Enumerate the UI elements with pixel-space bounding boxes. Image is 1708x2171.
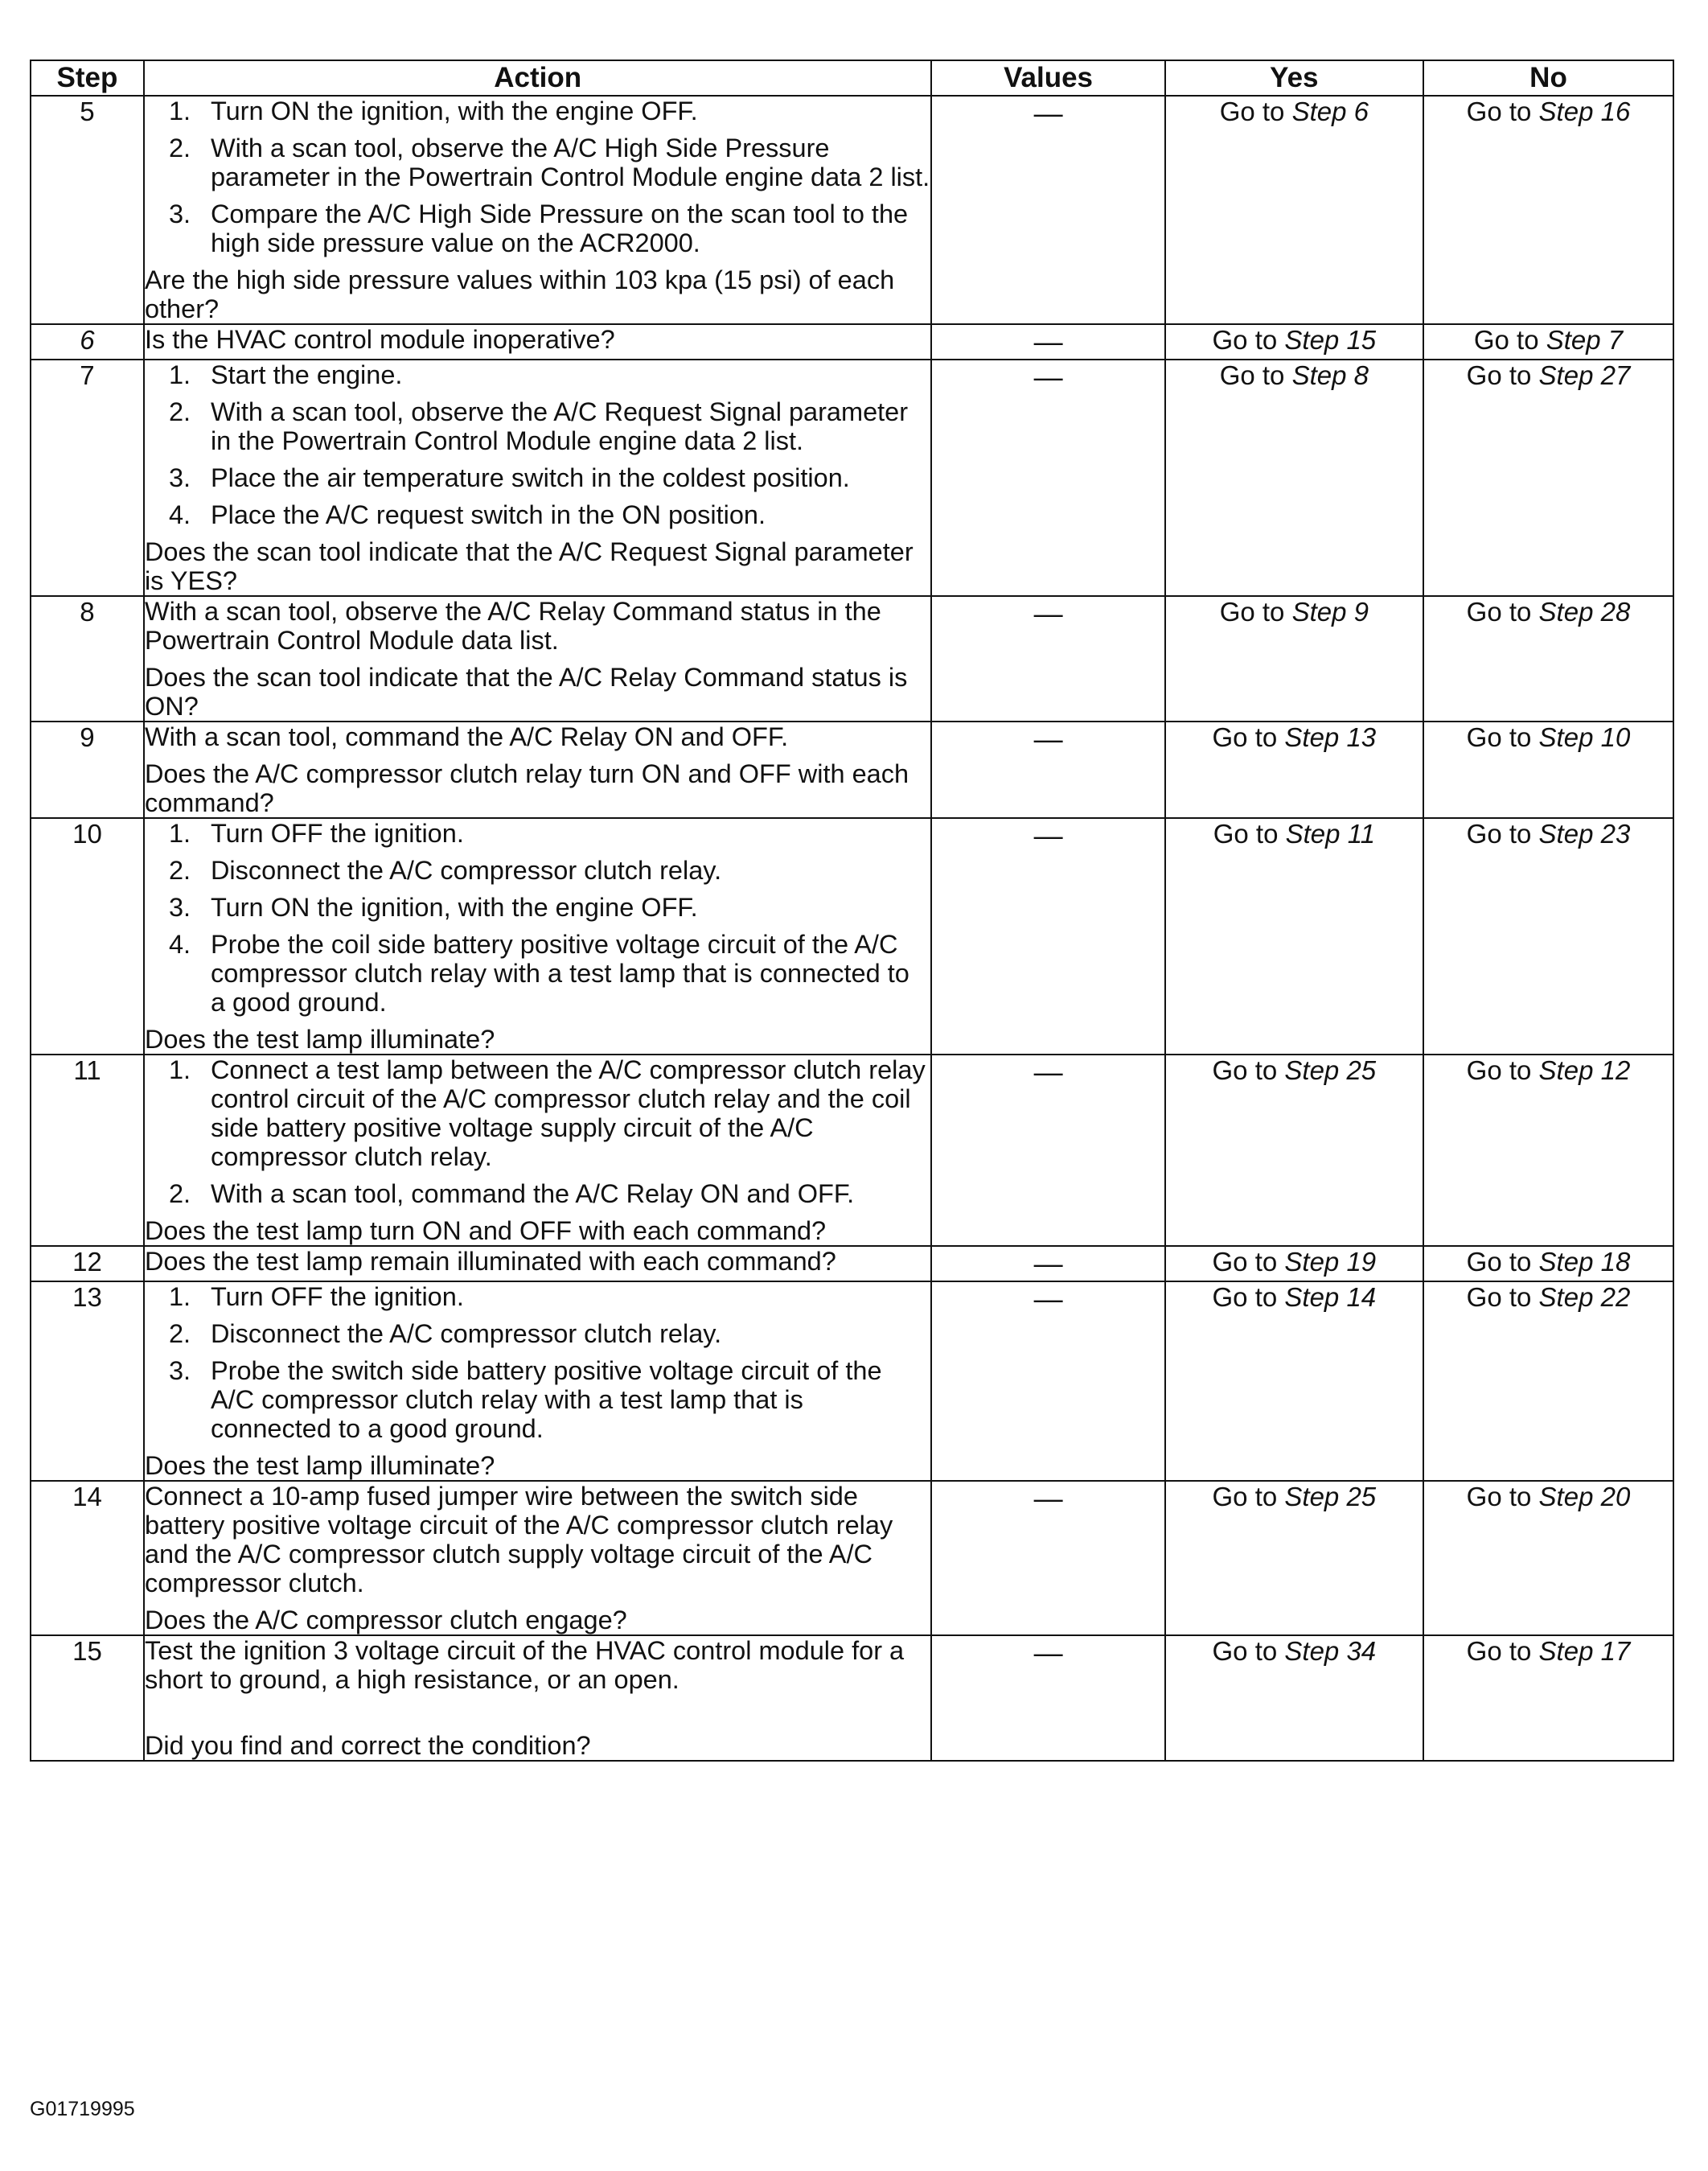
goto-step-link: 22: [1600, 1282, 1631, 1312]
question-text: Are the high side pressure values within 103 kpa (15 psi) of each other?: [144, 265, 895, 323]
table-row: [31, 1281, 1673, 1481]
item-text: Disconnect the A/C compressor clutch relay.: [210, 856, 722, 885]
goto-step-link: 28: [1600, 597, 1631, 627]
step-number: 5: [31, 96, 144, 324]
item-text: Turn OFF the ignition.: [210, 819, 464, 848]
step-word: Step: [1538, 597, 1594, 627]
action-text: Does the A/C compressor clutch relay turn ON and OFF with each command?: [144, 759, 909, 817]
procedure-list: [145, 1282, 931, 1443]
goto-step-link: 14: [1346, 1282, 1377, 1312]
step-word: Step: [1538, 1482, 1594, 1511]
goto-prefix: Go to: [1212, 1636, 1278, 1666]
procedure-item: [145, 500, 931, 529]
procedure-item: [145, 360, 931, 389]
item-number: 2.: [168, 1179, 191, 1208]
value-cell: —: [931, 722, 1164, 818]
header-values: Values: [931, 60, 1164, 96]
header-step: Step: [31, 60, 144, 96]
goto-step-link: 19: [1346, 1247, 1377, 1277]
table-row: [31, 360, 1673, 596]
step-word: Step: [1291, 597, 1347, 627]
item-text: With a scan tool, command the A/C Relay ON and OFF.: [210, 1179, 855, 1208]
item-text: Connect a test lamp between the A/C compressor clutch relay control circuit of the A/C compressor clutch relay and the coil side battery positive voltage supply circuit of the A/C compressor clutch relay.: [210, 1055, 926, 1171]
goto-prefix: Go to: [1219, 360, 1285, 390]
step-word: Step: [1538, 1055, 1594, 1085]
step-number: 9: [31, 722, 144, 818]
item-text: Probe the switch side battery positive voltage circuit of the A/C compressor clutch relay with a test lamp that is connected to a good ground.: [210, 1356, 882, 1443]
goto-prefix: Go to: [1473, 325, 1539, 355]
step-word: Step: [1546, 325, 1601, 355]
no-goto-cell: [1423, 360, 1673, 596]
goto-step-link: 8: [1353, 360, 1369, 390]
action-cell: [144, 1635, 932, 1761]
item-number: 2.: [168, 1319, 191, 1348]
value-cell: —: [931, 96, 1164, 324]
item-text: Disconnect the A/C compressor clutch relay.: [210, 1319, 722, 1348]
goto-prefix: Go to: [1466, 1482, 1532, 1511]
action-cell: [144, 1246, 932, 1281]
action-text: Connect a 10-amp fused jumper wire between the switch side battery positive voltage circuit of the A/C compressor clutch relay and the A/C compressor clutch supply voltage circuit of the A/C compressor clutch.: [144, 1482, 893, 1597]
header-yes: Yes: [1165, 60, 1423, 96]
no-goto-cell: [1423, 722, 1673, 818]
goto-prefix: Go to: [1212, 1282, 1278, 1312]
no-goto-cell: [1423, 818, 1673, 1055]
goto-step-link: 25: [1346, 1482, 1377, 1511]
goto-step-link: 15: [1346, 325, 1377, 355]
step-number: 6: [31, 324, 144, 360]
value-cell: —: [931, 1055, 1164, 1246]
yes-goto-cell: [1165, 96, 1423, 324]
goto-prefix: Go to: [1219, 597, 1285, 627]
action-text: Does the scan tool indicate that the A/C Relay Command status is ON?: [144, 663, 908, 721]
blank-line: [145, 1702, 931, 1731]
value-cell: —: [931, 360, 1164, 596]
item-text: Place the air temperature switch in the coldest position.: [210, 463, 850, 492]
value-cell: —: [931, 818, 1164, 1055]
step-word: Step: [1284, 1247, 1340, 1277]
step-word: Step: [1538, 97, 1594, 126]
goto-step-link: 9: [1353, 597, 1369, 627]
item-number: 3.: [168, 1356, 191, 1385]
goto-prefix: Go to: [1212, 722, 1278, 752]
item-text: With a scan tool, observe the A/C Request Signal parameter in the Powertrain Control Module engine data 2 list.: [210, 397, 909, 455]
procedure-item: [145, 199, 931, 257]
no-goto-cell: [1423, 1281, 1673, 1481]
no-goto-cell: [1423, 596, 1673, 722]
step-word: Step: [1538, 360, 1594, 390]
question-text: Does the test lamp turn ON and OFF with each command?: [144, 1216, 827, 1245]
item-number: 4.: [168, 930, 191, 959]
no-goto-cell: [1423, 1635, 1673, 1761]
yes-goto-cell: [1165, 360, 1423, 596]
goto-step-link: 6: [1353, 97, 1369, 126]
goto-step-link: 10: [1600, 722, 1631, 752]
yes-goto-cell: [1165, 1281, 1423, 1481]
no-goto-cell: [1423, 1246, 1673, 1281]
header-no: No: [1423, 60, 1673, 96]
action-cell: [144, 818, 932, 1055]
step-word: Step: [1284, 1055, 1340, 1085]
step-word: Step: [1284, 325, 1340, 355]
value-cell: —: [931, 324, 1164, 360]
yes-goto-cell: [1165, 1246, 1423, 1281]
table-body: [31, 96, 1673, 1761]
question-text: Does the test lamp illuminate?: [144, 1451, 495, 1480]
procedure-item: [145, 893, 931, 922]
action-text: With a scan tool, command the A/C Relay ON and OFF.: [144, 722, 789, 751]
item-text: With a scan tool, observe the A/C High Side Pressure parameter in the Powertrain Control Module engine data 2 list.: [210, 134, 930, 191]
action-text: Does the test lamp remain illuminated with each command?: [144, 1247, 836, 1276]
item-number: 4.: [168, 500, 191, 529]
goto-prefix: Go to: [1466, 722, 1532, 752]
goto-prefix: Go to: [1466, 1282, 1532, 1312]
goto-prefix: Go to: [1466, 1055, 1532, 1085]
goto-prefix: Go to: [1212, 1482, 1278, 1511]
table-row: [31, 596, 1673, 722]
item-number: 1.: [168, 1282, 191, 1311]
goto-step-link: 17: [1600, 1636, 1631, 1666]
action-text: With a scan tool, observe the A/C Relay Command status in the Powertrain Control Module data list.: [144, 597, 881, 655]
procedure-item: [145, 397, 931, 455]
procedure-item: [145, 1282, 931, 1311]
goto-prefix: Go to: [1466, 597, 1532, 627]
goto-step-link: 20: [1600, 1482, 1631, 1511]
table-row: [31, 818, 1673, 1055]
goto-prefix: Go to: [1212, 325, 1278, 355]
table-row: [31, 1055, 1673, 1246]
goto-prefix: Go to: [1212, 1247, 1278, 1277]
goto-prefix: Go to: [1213, 819, 1279, 849]
procedure-list: [145, 97, 931, 257]
question-text: Does the scan tool indicate that the A/C Request Signal parameter is YES?: [144, 537, 914, 595]
step-word: Step: [1285, 819, 1341, 849]
no-goto-cell: [1423, 1481, 1673, 1635]
action-cell: [144, 1281, 932, 1481]
value-cell: —: [931, 1635, 1164, 1761]
item-text: Place the A/C request switch in the ON position.: [210, 500, 766, 529]
figure-code: G01719995: [30, 2098, 135, 2120]
procedure-list: [145, 1055, 931, 1208]
item-number: 3.: [168, 199, 191, 228]
step-number: 14: [31, 1481, 144, 1635]
step-word: Step: [1538, 1247, 1594, 1277]
goto-step-link: 34: [1346, 1636, 1377, 1666]
goto-step-link: 18: [1600, 1247, 1631, 1277]
step-number: 13: [31, 1281, 144, 1481]
value-cell: —: [931, 1481, 1164, 1635]
item-text: Start the engine.: [210, 360, 403, 389]
item-number: 2.: [168, 397, 191, 426]
item-number: 1.: [168, 1055, 191, 1084]
yes-goto-cell: [1165, 818, 1423, 1055]
item-number: 2.: [168, 856, 191, 885]
goto-step-link: 13: [1346, 722, 1377, 752]
item-text: Turn ON the ignition, with the engine OFF.: [210, 97, 698, 125]
step-number: 7: [31, 360, 144, 596]
item-text: Compare the A/C High Side Pressure on the scan tool to the high side pressure value on the ACR2000.: [210, 199, 909, 257]
goto-step-link: 25: [1346, 1055, 1377, 1085]
value-cell: —: [931, 1281, 1164, 1481]
procedure-item: [145, 819, 931, 848]
step-word: Step: [1291, 97, 1347, 126]
step-number: 15: [31, 1635, 144, 1761]
item-text: Turn ON the ignition, with the engine OFF.: [210, 893, 698, 922]
step-word: Step: [1538, 819, 1594, 849]
goto-prefix: Go to: [1466, 1247, 1532, 1277]
goto-step-link: 11: [1347, 819, 1375, 849]
step-number: 8: [31, 596, 144, 722]
procedure-item: [145, 1356, 931, 1443]
action-text: Did you find and correct the condition?: [144, 1731, 591, 1760]
diagnostic-table: [30, 60, 1674, 1762]
no-goto-cell: [1423, 96, 1673, 324]
goto-prefix: Go to: [1219, 97, 1285, 126]
procedure-list: [145, 360, 931, 529]
item-text: Probe the coil side battery positive voltage circuit of the A/C compressor clutch relay with a test lamp that is connected to a good ground.: [210, 930, 909, 1017]
goto-prefix: Go to: [1466, 97, 1532, 126]
step-word: Step: [1538, 1282, 1594, 1312]
yes-goto-cell: [1165, 1481, 1423, 1635]
yes-goto-cell: [1165, 324, 1423, 360]
header-action: Action: [144, 60, 932, 96]
goto-step-link: 16: [1600, 97, 1631, 126]
yes-goto-cell: [1165, 1055, 1423, 1246]
procedure-item: [145, 1319, 931, 1348]
table-row: [31, 96, 1673, 324]
table-row: [31, 1246, 1673, 1281]
goto-step-link: 27: [1600, 360, 1631, 390]
header-row: [31, 60, 1673, 96]
action-cell: [144, 1055, 932, 1246]
step-number: 10: [31, 818, 144, 1055]
item-text: Turn OFF the ignition.: [210, 1282, 464, 1311]
action-text: Is the HVAC control module inoperative?: [144, 325, 615, 354]
action-cell: [144, 360, 932, 596]
step-number: 11: [31, 1055, 144, 1246]
procedure-item: [145, 1055, 931, 1171]
action-cell: [144, 324, 932, 360]
step-word: Step: [1284, 1636, 1340, 1666]
no-goto-cell: [1423, 1055, 1673, 1246]
item-number: 1.: [168, 360, 191, 389]
yes-goto-cell: [1165, 1635, 1423, 1761]
no-goto-cell: [1423, 324, 1673, 360]
value-cell: —: [931, 1246, 1164, 1281]
item-number: 2.: [168, 134, 191, 162]
step-word: Step: [1291, 360, 1347, 390]
goto-prefix: Go to: [1466, 819, 1532, 849]
procedure-item: [145, 134, 931, 191]
procedure-item: [145, 930, 931, 1017]
value-cell: —: [931, 596, 1164, 722]
table-row: [31, 1481, 1673, 1635]
action-text: Does the A/C compressor clutch engage?: [144, 1606, 627, 1634]
goto-prefix: Go to: [1466, 1636, 1532, 1666]
step-word: Step: [1284, 1282, 1340, 1312]
table-row: [31, 1635, 1673, 1761]
procedure-item: [145, 1179, 931, 1208]
procedure-item: [145, 97, 931, 125]
step-word: Step: [1538, 722, 1594, 752]
table-row: [31, 722, 1673, 818]
action-cell: [144, 596, 932, 722]
question-text: Does the test lamp illuminate?: [144, 1025, 495, 1054]
goto-step-link: 23: [1600, 819, 1631, 849]
yes-goto-cell: [1165, 722, 1423, 818]
action-text: Test the ignition 3 voltage circuit of the HVAC control module for a short to ground, a high resistance, or an open.: [144, 1636, 905, 1694]
procedure-item: [145, 856, 931, 885]
action-cell: [144, 96, 932, 324]
item-number: 1.: [168, 97, 191, 125]
item-number: 3.: [168, 893, 191, 922]
action-cell: [144, 722, 932, 818]
step-word: Step: [1538, 1636, 1594, 1666]
step-number: 12: [31, 1246, 144, 1281]
yes-goto-cell: [1165, 596, 1423, 722]
goto-step-link: 12: [1600, 1055, 1631, 1085]
goto-prefix: Go to: [1212, 1055, 1278, 1085]
procedure-list: [145, 819, 931, 1017]
step-word: Step: [1284, 1482, 1340, 1511]
goto-step-link: 7: [1607, 325, 1624, 355]
step-word: Step: [1284, 722, 1340, 752]
table-row: [31, 324, 1673, 360]
goto-prefix: Go to: [1466, 360, 1532, 390]
procedure-item: [145, 463, 931, 492]
item-number: 3.: [168, 463, 191, 492]
action-cell: [144, 1481, 932, 1635]
item-number: 1.: [168, 819, 191, 848]
